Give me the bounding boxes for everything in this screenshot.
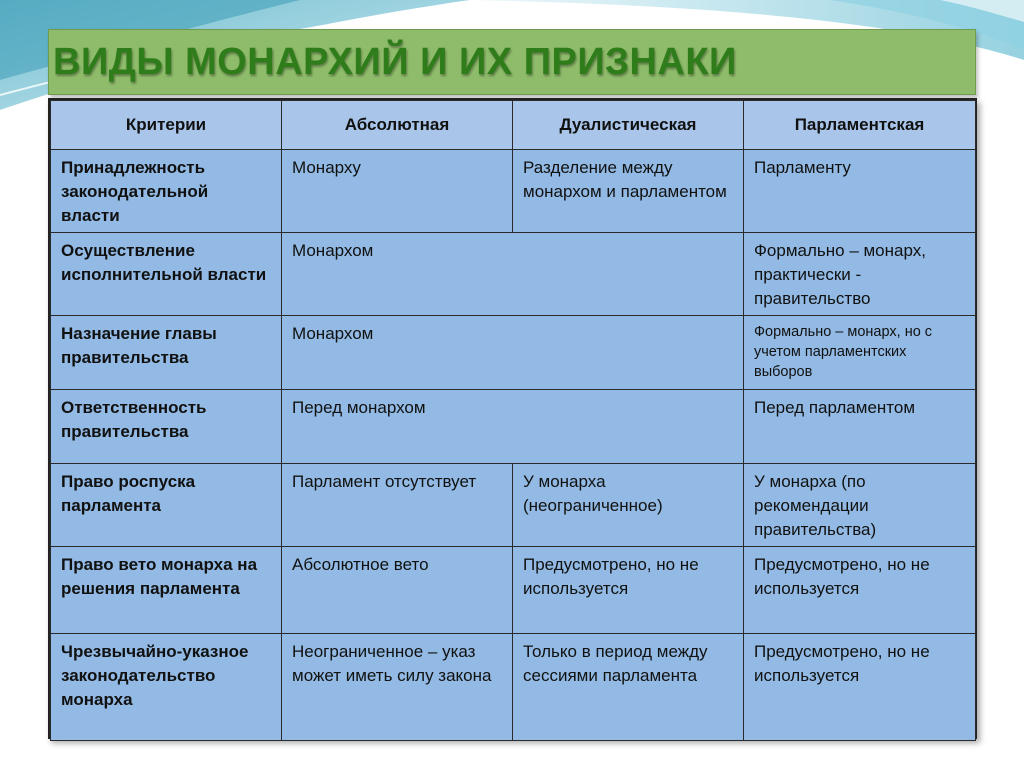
criterion-cell: Чрезвычайно-указное законодательство монарха (51, 634, 282, 741)
table-row (51, 547, 976, 634)
criterion-cell: Принадлежность законодательной власти (51, 150, 282, 233)
criterion-cell: Право вето монарха на решения парламента (51, 547, 282, 634)
parliamentary-cell: Парламенту (744, 150, 976, 233)
table-row (51, 634, 976, 741)
dualistic-cell: У монарха (неограниченное) (513, 464, 744, 547)
absolute-dualistic-cell: Монархом (282, 233, 744, 316)
page-title: ВИДЫ МОНАРХИЙ И ИХ ПРИЗНАКИ (53, 40, 737, 83)
table-row (51, 316, 976, 390)
criterion-cell: Ответственность правительства (51, 390, 282, 464)
table-row (51, 464, 976, 547)
absolute-cell: Неограниченное – указ может иметь силу закона (282, 634, 513, 741)
absolute-cell: Парламент отсутствует (282, 464, 513, 547)
table-row (51, 390, 976, 464)
absolute-cell: Абсолютное вето (282, 547, 513, 634)
header-criteria: Критерии (51, 101, 282, 150)
dualistic-cell: Предусмотрено, но не используется (513, 547, 744, 634)
absolute-cell: Монарху (282, 150, 513, 233)
criterion-cell: Осуществление исполнительной власти (51, 233, 282, 316)
dualistic-cell: Только в период между сессиями парламента (513, 634, 744, 741)
absolute-dualistic-cell: Монархом (282, 316, 744, 390)
header-absolute: Абсолютная (282, 101, 513, 150)
header-row (51, 101, 976, 150)
header-parliamentary: Парламентская (744, 101, 976, 150)
parliamentary-cell: У монарха (по рекомендации правительства) (744, 464, 976, 547)
parliamentary-cell: Формально – монарх, но с учетом парламентских выборов (744, 316, 976, 390)
title-banner (48, 29, 976, 95)
monarchy-table (48, 98, 977, 739)
absolute-dualistic-cell: Перед монархом (282, 390, 744, 464)
parliamentary-cell: Предусмотрено, но не используется (744, 634, 976, 741)
criterion-cell: Назначение главы правительства (51, 316, 282, 390)
criterion-cell: Право роспуска парламента (51, 464, 282, 547)
parliamentary-cell: Предусмотрено, но не используется (744, 547, 976, 634)
table-row (51, 150, 976, 233)
parliamentary-cell: Формально – монарх, практически - правительство (744, 233, 976, 316)
header-dualistic: Дуалистическая (513, 101, 744, 150)
dualistic-cell: Разделение между монархом и парламентом (513, 150, 744, 233)
table-row (51, 233, 976, 316)
parliamentary-cell: Перед парламентом (744, 390, 976, 464)
